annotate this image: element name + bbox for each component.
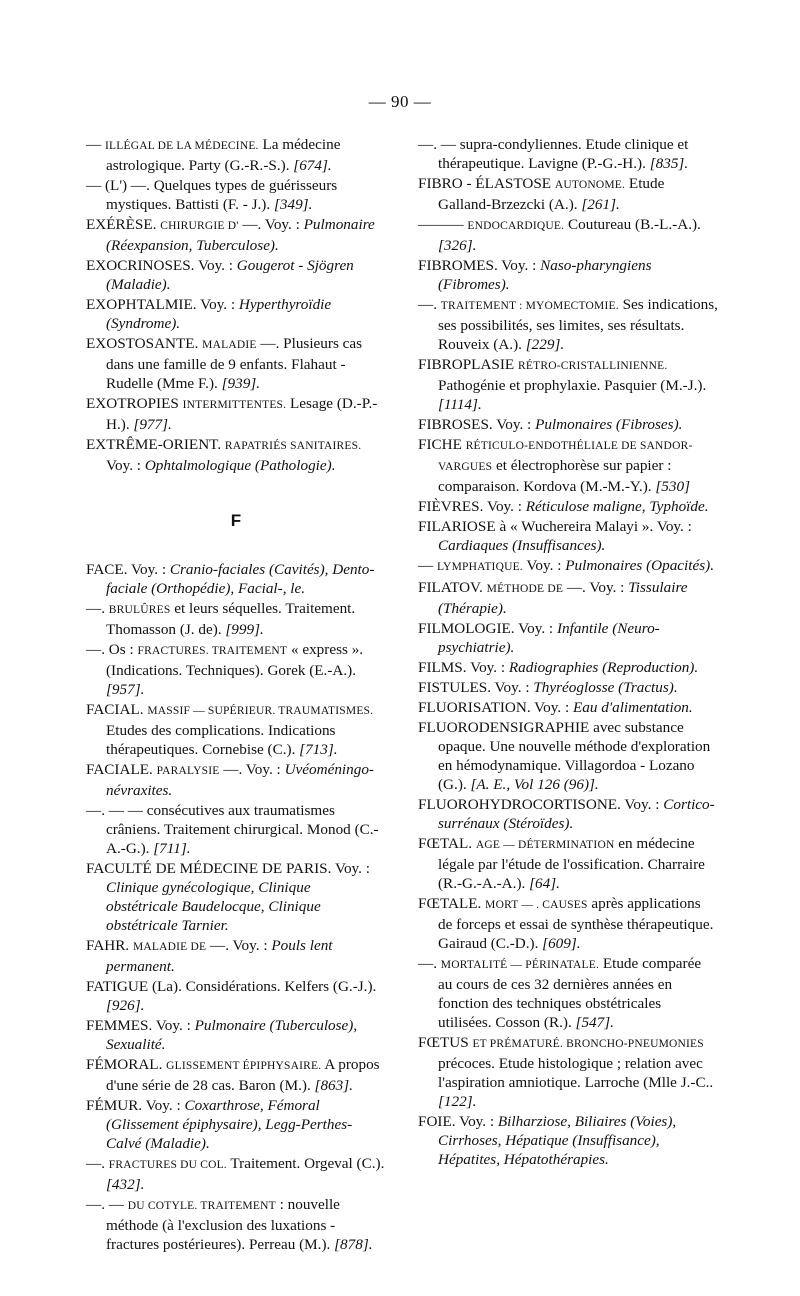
- entry-lead: FILMOLOGIE.: [418, 620, 519, 637]
- page-number: — 90 —: [368, 92, 432, 111]
- index-entry: [86, 1055, 386, 1095]
- entry-lead: —. — —: [86, 802, 147, 819]
- index-entry: [418, 698, 718, 717]
- index-entry: [86, 135, 386, 175]
- entry-sc: MORTALITÉ — PÉRINATALE.: [440, 959, 600, 971]
- index-entry: [86, 760, 386, 800]
- entry-text: Voy. :: [197, 257, 237, 274]
- entry-ref: Tissulaire (Thérapie).: [438, 579, 688, 617]
- index-entry: [418, 295, 718, 354]
- entry-ref: [939].: [221, 375, 261, 392]
- entry-text: Voy. :: [334, 860, 370, 877]
- index-entry: [418, 954, 718, 1032]
- index-entry: [418, 435, 718, 496]
- entry-lead: FIBRO - ÉLASTOSE: [418, 175, 555, 192]
- entry-text: Voy. :: [624, 796, 664, 813]
- index-entry: [86, 640, 386, 699]
- entry-sc: MORT — . CAUSES: [485, 899, 588, 911]
- index-entry: [418, 1033, 718, 1111]
- left-column: [86, 135, 386, 1255]
- entry-ref: Naso-pharyngiens (Fibromes).: [438, 257, 652, 293]
- entry-lead: FILATOV.: [418, 579, 487, 596]
- entry-lead: FLUORODENSIGRAPHIE: [418, 719, 594, 736]
- entry-sc: ET PRÉMATURÉ. BRONCHO-PNEUMONIES: [472, 1038, 704, 1050]
- index-entry: [86, 295, 386, 333]
- entry-sc: FRACTURES. TRAITEMENT: [137, 645, 288, 657]
- entry-text: précoces. Etude histologique ; relation avec l'aspiration amniotique. Larroche (Mlle J.-C..: [438, 1055, 714, 1091]
- index-entry: [418, 894, 718, 953]
- index-entry: [418, 578, 718, 618]
- entry-text: —. Voy. :: [238, 216, 304, 233]
- entry-lead: FAHR.: [86, 937, 133, 954]
- entry-text: Pathogénie et prophylaxie. Pasquier (M.-J.).: [438, 377, 707, 394]
- entry-text: —. Voy. :: [563, 579, 629, 596]
- entry-text: supra-condyliennes. Etude clinique et thérapeutique. Lavigne (P.-G.-H.).: [438, 136, 689, 172]
- index-entry: [418, 834, 718, 893]
- index-entry: [418, 355, 718, 414]
- entry-text: Etudes des complications. Indications thérapeutiques. Cornebise (C.).: [106, 722, 336, 758]
- entry-text: et électrophorèse sur papier : comparaison. Kordova (M.-M.-Y.).: [438, 457, 672, 495]
- entry-ref: Eau d'alimentation.: [573, 699, 693, 716]
- entry-text: consécutives aux traumatismes crâniens. Traitement chirurgical. Monod (C.-A.-G.).: [106, 802, 379, 857]
- section-letter: F: [230, 511, 242, 530]
- entry-ref: [835].: [649, 155, 689, 172]
- entry-text: « express ». (Indications. Techniques). Gorek (E.-A.).: [106, 641, 364, 679]
- entry-sc: ILLÉGAL DE LA MÉDECINE.: [104, 140, 259, 152]
- entry-text: Voy. :: [131, 561, 170, 578]
- entry-ref: [229].: [525, 336, 565, 353]
- entry-sc: MÉTHODE DE: [486, 583, 564, 595]
- entry-lead: FOIE.: [418, 1113, 460, 1130]
- index-entry: [86, 859, 386, 935]
- entry-sc: RÉTRO-CRISTALLINIENNE.: [518, 360, 668, 372]
- entry-sc: PARALYSIE: [156, 765, 220, 777]
- entry-lead: FLUORISATION.: [418, 699, 535, 716]
- entry-ref: [711].: [153, 840, 191, 857]
- entry-ref: [349].: [273, 196, 313, 213]
- entry-text: —. Plusieurs cas dans une famille de 9 enfants. Flahaut - Rudelle (Mme F.).: [106, 335, 363, 392]
- entry-text: à « Wuchereira Malayi ». Voy. :: [499, 518, 692, 535]
- entry-sc: LYMPHATIQUE.: [436, 561, 523, 573]
- entry-lead: EXÉRÈSE.: [86, 216, 161, 233]
- entry-lead: FŒTALE.: [418, 895, 486, 912]
- entry-lead: —. —: [418, 136, 460, 153]
- entry-lead: FIBROSES.: [418, 416, 497, 433]
- entry-text: Voy. :: [459, 1113, 498, 1130]
- entry-ref: Pulmonaires (Opacités).: [565, 557, 714, 574]
- entry-text: Voy. :: [470, 659, 509, 676]
- entry-lead: FÉMORAL.: [86, 1056, 167, 1073]
- entry-ref: Thyréoglosse (Tractus).: [533, 679, 678, 696]
- index-entry: [86, 936, 386, 976]
- index-entry: [86, 560, 386, 598]
- entry-ref: Ophtalmologique (Pathologie).: [144, 457, 336, 474]
- entry-text: Voy. :: [494, 679, 534, 696]
- entry-ref: Infantile (Neuro-psychiatrie).: [438, 620, 660, 656]
- index-entry: [86, 1016, 386, 1054]
- entry-lead: FIBROPLASIE: [418, 356, 519, 373]
- entry-lead: FILMS.: [418, 659, 471, 676]
- entry-text: Voy. :: [155, 1017, 195, 1034]
- entry-sc: MASSIF — SUPÉRIEUR. TRAUMATISMES.: [147, 705, 374, 717]
- entry-text: et leurs séquelles. Traitement. Thomasson (J. de).: [106, 600, 356, 638]
- entry-lead: FIÈVRES.: [418, 498, 487, 515]
- entry-lead: FACIALE.: [86, 761, 157, 778]
- entry-ref: Clinique gynécologique, Clinique obstétricale Baudelocque, Clinique obstétricale Tarnier.: [106, 879, 321, 934]
- entry-sc: MALADIE: [202, 339, 257, 351]
- index-entry: [418, 497, 718, 516]
- entry-text: Voy. :: [518, 620, 557, 637]
- entry-ref: Uvéoméningo-névraxites.: [106, 761, 374, 799]
- entry-text: avec substance opaque. Une nouvelle méthode d'exploration en hémodynamique. Villagordoa - Lozano (G.).: [438, 719, 711, 793]
- index-entry: [86, 801, 386, 858]
- entry-text: Etude comparée au cours de ces 32 dernières années en fonction des techniques obstétricales utilisées. Cosson (R.).: [438, 955, 702, 1031]
- index-entry: [418, 135, 718, 173]
- entry-ref: Pulmonaire (Tuberculose), Sexualité.: [106, 1017, 358, 1053]
- entry-ref: [878].: [334, 1236, 373, 1253]
- entry-text: (La). Considérations. Kelfers (G.-J.).: [151, 978, 377, 995]
- entry-ref: [957].: [106, 681, 145, 698]
- entry-ref: Bilharziose, Biliaires (Voies), Cirrhoses, Hépatique (Insuffisance), Hépatites, Hépatothérapies.: [438, 1113, 677, 1168]
- index-entry: [86, 599, 386, 639]
- entry-ref: Radiographies (Reproduction).: [508, 659, 699, 676]
- entry-text: Coutureau (B.-L.-A.).: [564, 216, 701, 233]
- entry-lead: —. Os :: [86, 641, 138, 658]
- index-entry: [418, 415, 718, 434]
- entry-lead: FEMMES.: [86, 1017, 156, 1034]
- entry-lead: FLUOROHYDROCORTISONE.: [418, 796, 625, 813]
- entry-text: : nouvelle méthode (à l'exclusion des luxations - fractures postérieures). Perreau (M.).: [106, 1196, 340, 1253]
- entry-text: en médecine légale par l'étude de l'ossification. Charraire (R.-G.-A.-A.).: [438, 835, 705, 892]
- index-entry: [418, 556, 718, 577]
- entry-ref: [1114].: [438, 396, 482, 413]
- entry-text: Traitement. Orgeval (C.).: [226, 1155, 385, 1172]
- entry-ref: Pulmonaires (Fibroses).: [535, 416, 683, 433]
- entry-lead: FŒTUS: [418, 1034, 473, 1051]
- index-entry: [418, 658, 718, 677]
- entry-sc: RAPATRIÉS SANITAIRES.: [224, 440, 362, 452]
- entry-lead: ———: [418, 216, 468, 233]
- entry-lead: —. —: [86, 1196, 128, 1213]
- index-entry: [418, 795, 718, 833]
- entry-text: Lesage (D.-P.-H.).: [106, 395, 378, 433]
- entry-ref: [261].: [581, 196, 620, 213]
- entry-ref: [326].: [438, 237, 477, 254]
- entry-lead: FATIGUE: [86, 978, 152, 995]
- entry-ref: [64].: [529, 875, 560, 892]
- index-entry: [418, 215, 718, 255]
- entry-ref: Pulmonaire (Réexpansion, Tuberculose).: [106, 216, 375, 254]
- index-entry: [86, 435, 386, 475]
- entry-text: Quelques types de guérisseurs mystiques. Battisti (F. - J.).: [106, 177, 338, 213]
- entry-ref: [713].: [299, 741, 338, 758]
- right-column: [418, 135, 718, 1170]
- index-entry: [418, 619, 718, 657]
- entry-lead: EXOSTOSANTE.: [86, 335, 203, 352]
- left-f-entries: [86, 560, 386, 1254]
- entry-ref: Cardiaques (Insuffisances).: [438, 537, 606, 554]
- entry-sc: AGE — DÉTERMINATION: [475, 839, 615, 851]
- entry-sc: CHIRURGIE D': [160, 220, 239, 232]
- entry-lead: EXOPHTALMIE.: [86, 296, 201, 313]
- entry-ref: [122].: [438, 1093, 477, 1110]
- entry-lead: —: [418, 557, 437, 574]
- index-entry: [418, 256, 718, 294]
- entry-lead: —: [86, 136, 105, 153]
- entry-ref: [A. E., Vol 126 (96)].: [470, 776, 599, 793]
- entry-ref: [609].: [542, 935, 581, 952]
- index-entry: [86, 1154, 386, 1194]
- entry-text: A propos d'une série de 28 cas. Baron (M.).: [106, 1056, 380, 1094]
- entry-text: après applications de forceps et essai de synthèse thérapeutique. Gairaud (C.-D.).: [438, 895, 714, 952]
- entry-text: La médecine astrologique. Party (G.-R.-S.).: [106, 136, 341, 174]
- entry-lead: EXOTROPIES: [86, 395, 183, 412]
- entry-text: Voy. :: [496, 416, 536, 433]
- entry-text: Ses indications, ses possibilités, ses limites, ses résultats. Rouveix (A.).: [438, 296, 718, 353]
- entry-ref: [432].: [106, 1176, 145, 1193]
- entry-sc: DU COTYLE. TRAITEMENT: [127, 1200, 276, 1212]
- index-entry: [86, 176, 386, 214]
- entry-ref: Cortico-surrénaux (Stéroïdes).: [438, 796, 715, 832]
- entry-lead: —.: [86, 1155, 109, 1172]
- entry-ref: Coxarthrose, Fémoral (Glissement épiphysaire), Legg-Perthes-Calvé (Maladie).: [106, 1097, 353, 1152]
- index-entry: [86, 394, 386, 434]
- index-entry: [418, 517, 718, 555]
- index-entry: [418, 1112, 718, 1169]
- index-entry: [86, 1096, 386, 1153]
- entry-text: —. Voy. :: [219, 761, 285, 778]
- entry-text: Voy. :: [145, 1097, 185, 1114]
- index-entry: [86, 215, 386, 255]
- entry-lead: — (L') —.: [86, 177, 154, 194]
- entry-text: Voy. :: [501, 257, 541, 274]
- entry-text: Voy. :: [106, 457, 145, 474]
- entry-lead: FÉMUR.: [86, 1097, 146, 1114]
- entry-ref: Cranio-faciales (Cavités), Dento-faciale (Orthopédie), Facial-, le.: [106, 561, 375, 597]
- entry-sc: MALADIE DE: [132, 941, 207, 953]
- entry-lead: FACE.: [86, 561, 132, 578]
- entry-ref: [863].: [314, 1077, 353, 1094]
- entry-sc: GLISSEMENT ÉPIPHYSAIRE.: [166, 1060, 322, 1072]
- entry-ref: [674].: [293, 157, 332, 174]
- entry-lead: FISTULES.: [418, 679, 495, 696]
- index-entry: [418, 678, 718, 697]
- entry-lead: —.: [418, 955, 441, 972]
- entry-ref: [977].: [133, 416, 172, 433]
- entry-ref: [530]: [655, 478, 690, 495]
- entry-sc: INTERMITTENTES.: [182, 399, 287, 411]
- entry-sc: ENDOCARDIQUE.: [467, 220, 565, 232]
- entry-lead: —.: [86, 600, 109, 617]
- entry-text: —. Voy. :: [206, 937, 272, 954]
- entry-text: Etude Galland-Brzezcki (A.).: [438, 175, 665, 213]
- entry-lead: FILARIOSE: [418, 518, 500, 535]
- entry-text: Voy. :: [522, 557, 566, 574]
- entry-text: Voy. :: [534, 699, 573, 716]
- entry-lead: EXTRÊME-ORIENT.: [86, 436, 225, 453]
- entry-ref: [926].: [106, 997, 145, 1014]
- index-entry: [418, 174, 718, 214]
- index-entry: [86, 256, 386, 294]
- entry-ref: Hyperthyroïdie (Syndrome).: [106, 296, 332, 332]
- entry-ref: Gougerot - Sjögren (Maladie).: [106, 257, 354, 293]
- index-entry: [86, 334, 386, 393]
- entry-sc: TRAITEMENT : MYOMECTOMIE.: [440, 300, 619, 312]
- index-entry: [86, 700, 386, 759]
- entry-ref: [999].: [225, 621, 264, 638]
- right-entries: [418, 135, 718, 1169]
- entry-ref: [547].: [575, 1014, 614, 1031]
- entry-lead: FICHE: [418, 436, 466, 453]
- entry-sc: RÉTICULO-ENDOTHÉLIALE DE SANDOR-VARGUES: [438, 440, 693, 473]
- index-entry: [86, 1195, 386, 1254]
- index-entry: [86, 977, 386, 1015]
- entry-text: Voy. :: [200, 296, 239, 313]
- index-entry: [418, 718, 718, 794]
- entry-ref: Réticulose maligne, Typhoïde.: [525, 498, 709, 515]
- left-entries: [86, 135, 386, 475]
- entry-lead: FIBROMES.: [418, 257, 502, 274]
- entry-ref: Pouls lent permanent.: [106, 937, 333, 975]
- entry-lead: —.: [418, 296, 441, 313]
- entry-lead: EXOCRINOSES.: [86, 257, 198, 274]
- entry-lead: FACULTÉ DE MÉDECINE DE PARIS.: [86, 860, 335, 877]
- entry-sc: AUTONOME.: [554, 179, 626, 191]
- entry-text: Voy. :: [486, 498, 526, 515]
- entry-lead: FACIAL.: [86, 701, 148, 718]
- entry-sc: FRACTURES DU COL.: [108, 1159, 227, 1171]
- entry-lead: FŒTAL.: [418, 835, 476, 852]
- entry-sc: BRULÛRES: [108, 604, 171, 616]
